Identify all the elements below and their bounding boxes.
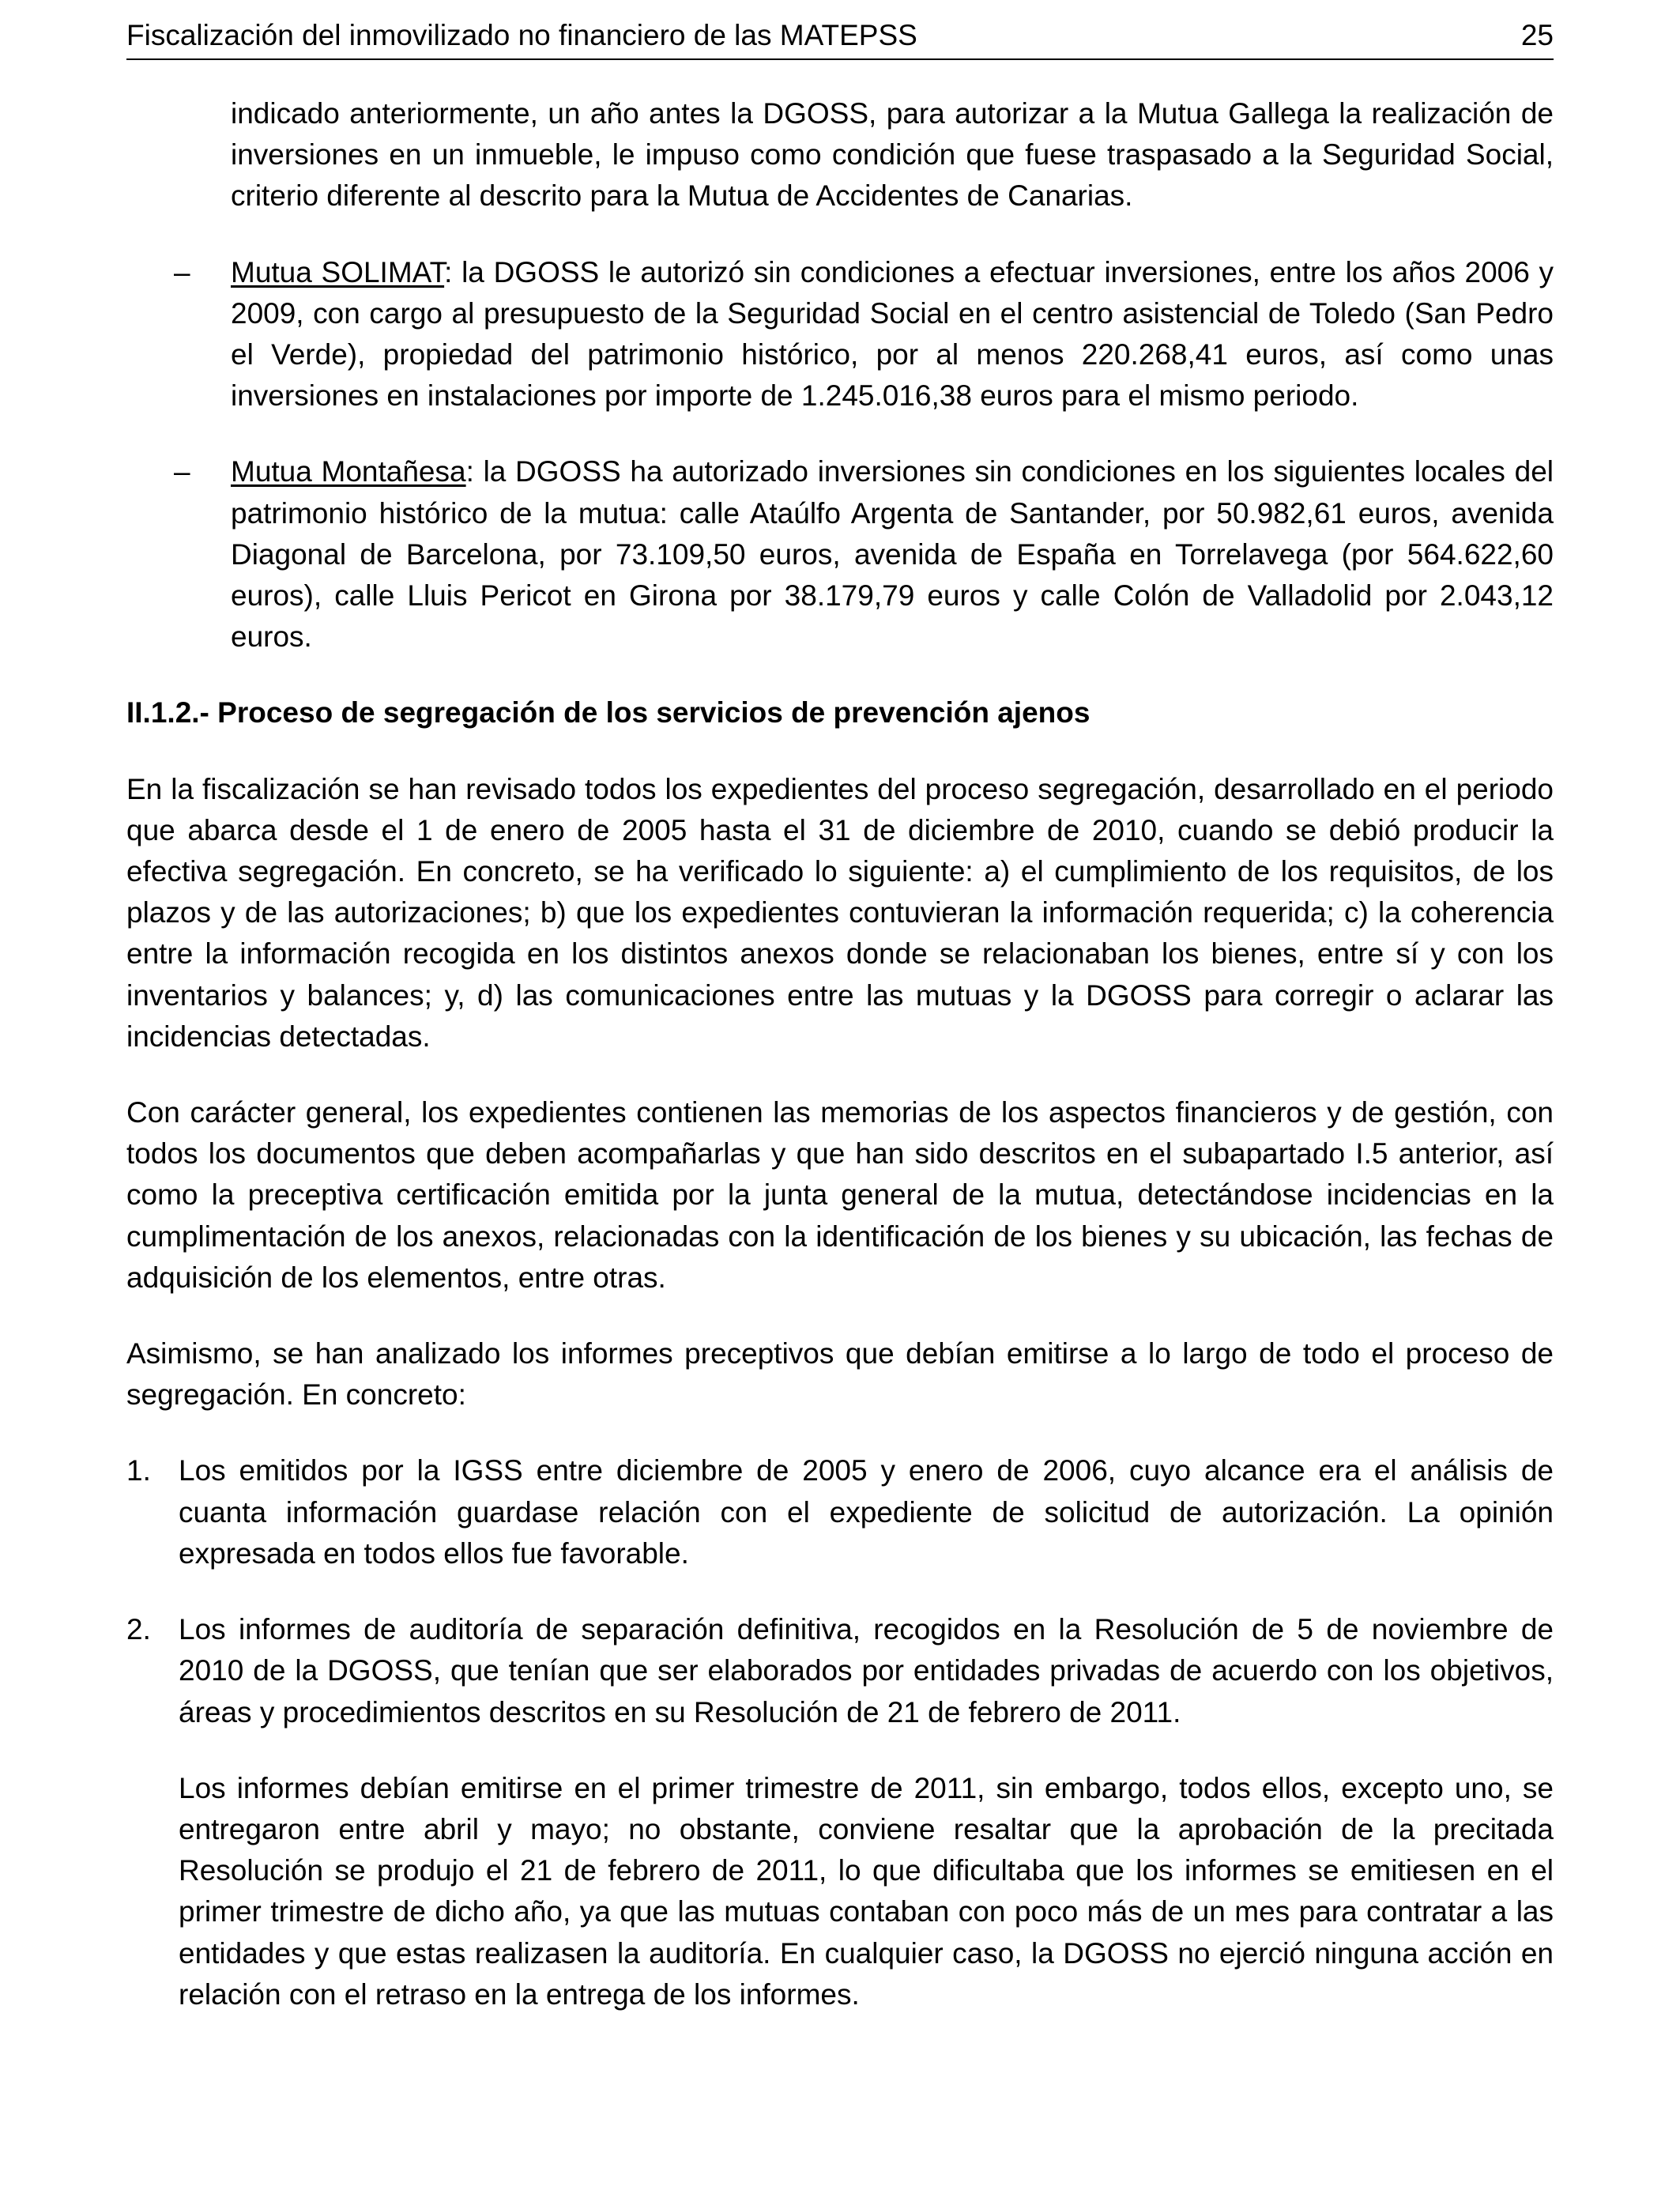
- body-paragraph: En la fiscalización se han revisado todos los expedientes del proceso segregación, desarrollado en el periodo que abarca desde el 1 de enero de 2005 hasta el 31 de diciembre de 2010, cuando se debió producir la efectiva segregación. En concreto, se ha verificado lo siguiente: a) el cumplimiento de los requisitos, de los plazos y de las autorizaciones; b) que los expedientes contuvieran la información requerida; c) la coherencia entre la información recogida en los distintos anexos donde se relacionaban los bienes, entre sí y con los inventarios y balances; y, d) las comunicaciones entre las mutuas y la DGOSS para corregir o aclarar las incidencias detectadas.: [126, 772, 1554, 1053]
- numbered-item-sub-paragraph: Los informes debían emitirse en el primer trimestre de 2011, sin embargo, todos ellos, excepto uno, se entregaron entre abril y mayo; no obstante, conviene resaltar que la aprobación de la precitada Resolución se produjo el 21 de febrero de 2011, lo que dificultaba que los informes se emitiesen en el primer trimestre de dicho año, ya que las mutuas contaban con poco más de un mes para contratar a las entidades y que estas realizasen la auditoría. En cualquier caso, la DGOSS no ejerció ninguna acción en relación con el retraso en la entrega de los informes.: [179, 1771, 1554, 2011]
- numbered-item-1: [126, 1450, 1554, 1574]
- document-title: Fiscalización del inmovilizado no financiero de las MATEPSS: [126, 19, 917, 51]
- list-item-text: : la DGOSS le autorizó sin condiciones a efectuar inversiones, entre los años 2006 y 2009, con cargo al presupuesto de la Seguridad Social en el centro asistencial de Toledo (San Pedro el Verde), propiedad del patrimonio histórico, por al menos 220.268,41 euros, así como unas inversiones en instalaciones por importe de 1.245.016,38 euros para el mismo periodo.: [231, 255, 1554, 413]
- entity-label: Mutua Montañesa: [231, 455, 466, 488]
- entity-label: Mutua SOLIMAT: [231, 255, 445, 288]
- number-marker: 1.: [126, 1454, 151, 1487]
- numbered-item-2: [126, 1609, 1554, 2015]
- numbered-item-text: Los emitidos por la IGSS entre diciembre de 2005 y enero de 2006, cuyo alcance era el análisis de cuanta información guardase relación con el expediente de solicitud de autorización. La opinión expresada en todos ellos fue favorable.: [179, 1454, 1554, 1570]
- body-paragraph: Asimismo, se han analizado los informes preceptivos que debían emitirse a lo largo de todo el proceso de segregación. En concreto:: [126, 1337, 1554, 1412]
- dash-marker: –: [174, 255, 190, 288]
- page-number: 25: [1520, 19, 1554, 51]
- list-item-solimat: [126, 252, 1554, 417]
- list-item-text: : la DGOSS ha autorizado inversiones sin condiciones en los siguientes locales del patrimonio histórico de la mutua: calle Ataúlfo Argenta de Santander, por 50.982,61 euros, avenida Diagonal de Barcelona, por 73.109,50 euros, avenida de España en Torrelavega (por 564.622,60 euros), calle Lluis Pericot en Girona por 38.179,79 euros y calle Colón de Valladolid por 2.043,12 euros.: [231, 455, 1554, 654]
- body-paragraph: Con carácter general, los expedientes contienen las memorias de los aspectos financieros y de gestión, con todos los documentos que deben acompañarlas y que han sido descritos en el subapartado I.5 anterior, así como la preceptiva certificación emitida por la junta general de la mutua, detectándose incidencias en la cumplimentación de los anexos, relacionadas con la identificación de los bienes y su ubicación, las fechas de adquisición de los elementos, entre otras.: [126, 1096, 1554, 1294]
- numbered-item-text: Los informes de auditoría de separación definitiva, recogidos en la Resolución de 5 de noviembre de 2010 de la DGOSS, que tenían que ser elaborados por entidades privadas de acuerdo con los objetivos, áreas y procedimientos descritos en su Resolución de 21 de febrero de 2011.: [179, 1613, 1554, 1728]
- number-marker: 2.: [126, 1613, 151, 1646]
- page-content: [126, 93, 1554, 2050]
- section-heading: II.1.2.- Proceso de segregación de los servicios de prevención ajenos: [126, 696, 1090, 729]
- dash-marker: –: [174, 455, 190, 488]
- list-item-montanesa: [126, 451, 1554, 658]
- intro-paragraph: indicado anteriormente, un año antes la DGOSS, para autorizar a la Mutua Gallega la realización de inversiones en un inmueble, le impuso como condición que fuese traspasado a la Seguridad Social, criterio diferente al descrito para la Mutua de Accidentes de Canarias.: [231, 97, 1554, 213]
- page-header: [126, 17, 1554, 60]
